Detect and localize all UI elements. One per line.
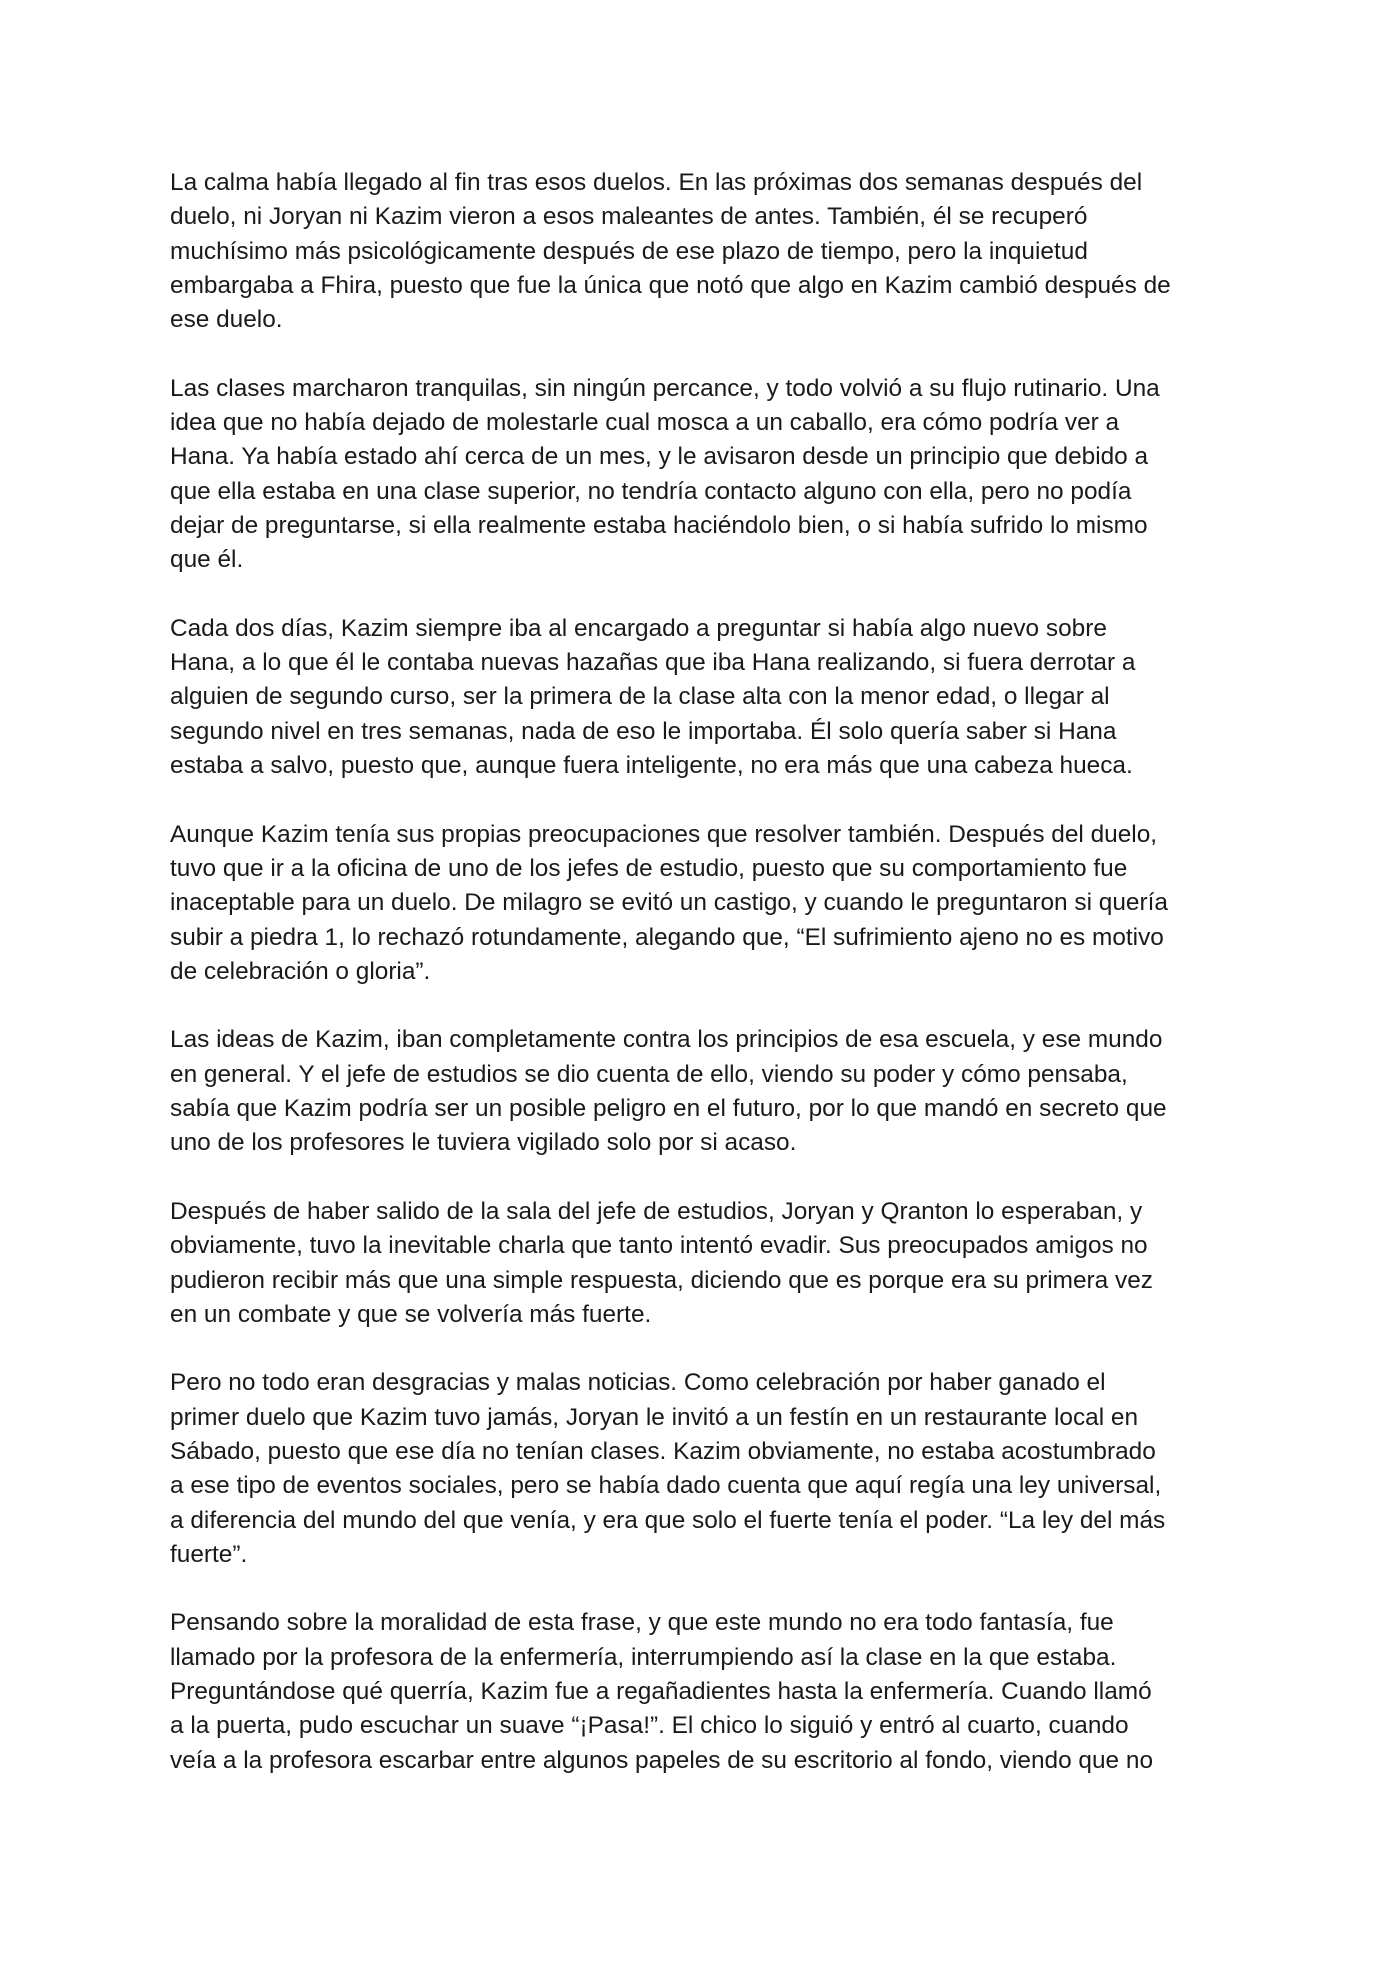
text-line: que él. — [170, 546, 244, 574]
paragraph — [170, 1366, 1240, 1572]
text-line: idea que no había dejado de molestarle cual mosca a un caballo, era cómo podría ver a — [170, 409, 1120, 437]
text-line: veía a la profesora escarbar entre algunos papeles de su escritorio al fondo, viendo que no — [170, 1746, 1154, 1774]
text-line: estaba a salvo, puesto que, aunque fuera inteligente, no era más que una cabeza hueca. — [170, 752, 1133, 780]
text-line: Pensando sobre la moralidad de esta frase, y que este mundo no era todo fantasía, fue — [170, 1609, 1114, 1637]
text-line: Hana, a lo que él le contaba nuevas hazañas que iba Hana realizando, si fuera derrotar a — [170, 649, 1136, 677]
text-line: llamado por la profesora de la enfermería, interrumpiendo así la clase en la que estaba. — [170, 1643, 1117, 1671]
text-line: subir a piedra 1, lo rechazó rotundamente, alegando que, “El sufrimiento ajeno no es motivo — [170, 923, 1164, 951]
text-line: Las clases marcharon tranquilas, sin ningún percance, y todo volvió a su flujo rutinario. Una — [170, 374, 1160, 402]
text-line: uno de los profesores le tuviera vigilado solo por si acaso. — [170, 1129, 797, 1157]
text-line: Hana. Ya había estado ahí cerca de un mes, y le avisaron desde un principio que debido a — [170, 443, 1149, 471]
text-line: segundo nivel en tres semanas, nada de eso le importaba. Él solo quería saber si Hana — [170, 717, 1117, 745]
text-line: muchísimo más psicológicamente después de ese plazo de tiempo, pero la inquietud — [170, 237, 1088, 265]
text-line: en un combate y que se volvería más fuerte. — [170, 1300, 652, 1328]
paragraph — [170, 166, 1240, 337]
text-line: Sábado, puesto que ese día no tenían clases. Kazim obviamente, no estaba acostumbrado — [170, 1437, 1156, 1465]
text-line: alguien de segundo curso, ser la primera de la clase alta con la menor edad, o llegar al — [170, 683, 1110, 711]
text-line: duelo, ni Joryan ni Kazim vieron a esos maleantes de antes. También, él se recuperó — [170, 203, 1088, 231]
text-line: La calma había llegado al fin tras esos duelos. En las próximas dos semanas después del — [170, 169, 1143, 196]
paragraph — [170, 612, 1240, 783]
document-body — [170, 166, 1240, 1812]
paragraph — [170, 818, 1240, 989]
paragraph — [170, 372, 1240, 578]
text-line: tuvo que ir a la oficina de uno de los jefes de estudio, puesto que su comportamiento fue — [170, 854, 1128, 882]
text-line: a diferencia del mundo del que venía, y era que solo el fuerte tenía el poder. “La ley del más — [170, 1506, 1166, 1534]
text-line: primer duelo que Kazim tuvo jamás, Joryan le invitó a un festín en un restaurante local en — [170, 1403, 1139, 1431]
text-line: que ella estaba en una clase superior, no tendría contacto alguno con ella, pero no podía — [170, 477, 1132, 505]
paragraph — [170, 1606, 1240, 1777]
text-line: Cada dos días, Kazim siempre iba al encargado a preguntar si había algo nuevo sobre — [170, 614, 1107, 642]
text-line: inaceptable para un duelo. De milagro se evitó un castigo, y cuando le preguntaron si quería — [170, 889, 1168, 917]
paragraph — [170, 1195, 1240, 1332]
text-line: Aunque Kazim tenía sus propias preocupaciones que resolver también. Después del duelo, — [170, 820, 1158, 848]
text-line: obviamente, tuvo la inevitable charla que tanto intentó evadir. Sus preocupados amigos no — [170, 1232, 1148, 1260]
text-line: ese duelo. — [170, 306, 283, 334]
text-line: dejar de preguntarse, si ella realmente estaba haciéndolo bien, o si había sufrido lo mismo — [170, 511, 1148, 539]
text-line: a la puerta, pudo escuchar un suave “¡Pasa!”. El chico lo siguió y entró al cuarto, cuando — [170, 1712, 1129, 1740]
text-line: de celebración o gloria”. — [170, 957, 431, 985]
text-line: Después de haber salido de la sala del jefe de estudios, Joryan y Qranton lo esperaban, y — [170, 1197, 1143, 1225]
paragraph — [170, 1023, 1240, 1160]
text-line: sabía que Kazim podría ser un posible peligro en el futuro, por lo que mandó en secreto que — [170, 1095, 1167, 1123]
text-line: Preguntándose qué querría, Kazim fue a regañadientes hasta la enfermería. Cuando llamó — [170, 1678, 1152, 1706]
text-line: Pero no todo eran desgracias y malas noticias. Como celebración por haber ganado el — [170, 1369, 1106, 1397]
text-line: Las ideas de Kazim, iban completamente contra los principios de esa escuela, y ese mundo — [170, 1026, 1163, 1054]
text-line: embargaba a Fhira, puesto que fue la única que notó que algo en Kazim cambió después de — [170, 271, 1171, 299]
text-line: en general. Y el jefe de estudios se dio cuenta de ello, viendo su poder y cómo pensaba, — [170, 1060, 1128, 1088]
text-line: a ese tipo de eventos sociales, pero se había dado cuenta que aquí regía una ley universal, — [170, 1472, 1162, 1500]
text-line: pudieron recibir más que una simple respuesta, diciendo que es porque era su primera vez — [170, 1266, 1153, 1294]
text-line: fuerte”. — [170, 1540, 248, 1568]
